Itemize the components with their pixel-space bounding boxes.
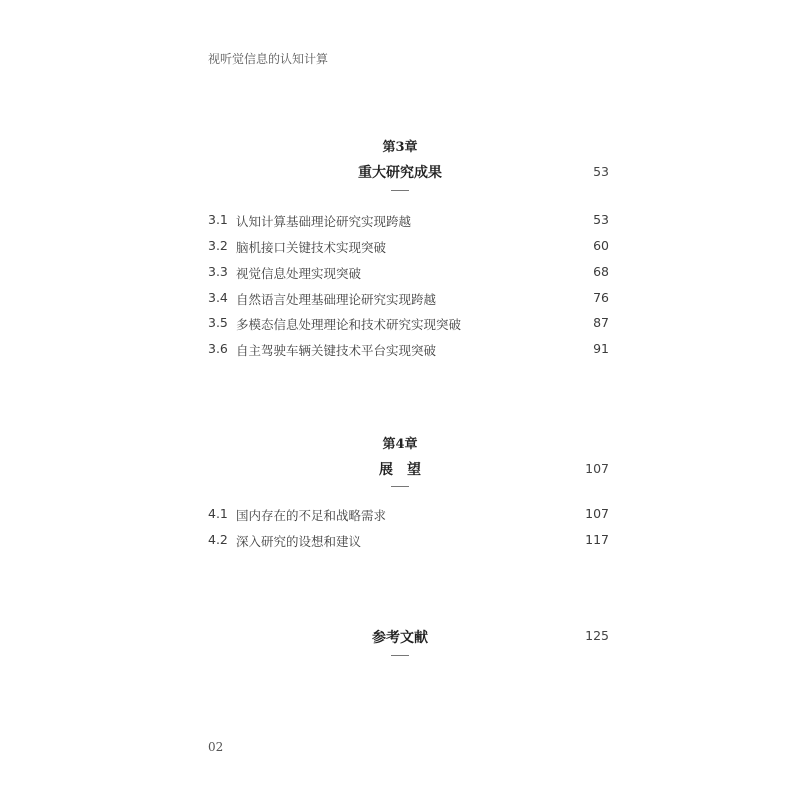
chapter-4-label: 第4章 bbox=[382, 437, 418, 452]
section-title: 脑机接口关键技术实现突破 bbox=[236, 240, 387, 255]
references-page: 125 bbox=[585, 628, 609, 643]
toc-entry-4-2[interactable] bbox=[208, 532, 609, 550]
section-page: 87 bbox=[593, 315, 609, 330]
section-title: 认知计算基础理论研究实现跨越 bbox=[236, 214, 412, 229]
section-number: 4.1 bbox=[208, 506, 228, 521]
chapter-4-page: 107 bbox=[585, 461, 609, 476]
section-page: 68 bbox=[593, 264, 609, 279]
section-title: 多模态信息处理理论和技术研究实现突破 bbox=[236, 317, 462, 332]
section-title: 视觉信息处理实现突破 bbox=[236, 266, 362, 281]
section-page: 91 bbox=[593, 341, 609, 356]
toc-entry-3-5[interactable] bbox=[208, 315, 609, 333]
section-number: 4.2 bbox=[208, 532, 228, 547]
section-title: 深入研究的设想和建议 bbox=[236, 534, 362, 549]
section-page: 107 bbox=[585, 506, 609, 521]
toc-entry-3-4[interactable] bbox=[208, 290, 609, 308]
section-title: 国内存在的不足和战略需求 bbox=[236, 508, 387, 523]
section-page: 117 bbox=[585, 532, 609, 547]
toc-entry-3-1[interactable] bbox=[208, 212, 609, 230]
toc-entry-3-3[interactable] bbox=[208, 264, 609, 282]
chapter-3-page: 53 bbox=[593, 164, 609, 179]
section-number: 3.3 bbox=[208, 264, 228, 279]
section-page: 76 bbox=[593, 290, 609, 305]
toc-entry-3-6[interactable] bbox=[208, 341, 609, 359]
section-title: 自主驾驶车辆关键技术平台实现突破 bbox=[236, 343, 437, 358]
section-number: 3.2 bbox=[208, 238, 228, 253]
page-number: 02 bbox=[208, 740, 224, 754]
section-title: 自然语言处理基础理论研究实现跨越 bbox=[236, 292, 437, 307]
section-page: 60 bbox=[593, 238, 609, 253]
section-number: 3.5 bbox=[208, 315, 228, 330]
references-title[interactable]: 参考文献 bbox=[372, 630, 428, 646]
section-number: 3.1 bbox=[208, 212, 228, 227]
chapter-3-divider bbox=[391, 190, 409, 191]
references-divider bbox=[391, 655, 409, 656]
chapter-3-title[interactable]: 重大研究成果 bbox=[358, 165, 442, 181]
toc-entry-4-1[interactable] bbox=[208, 506, 609, 524]
section-page: 53 bbox=[593, 212, 609, 227]
chapter-3-label: 第3章 bbox=[382, 140, 418, 155]
section-number: 3.6 bbox=[208, 341, 228, 356]
chapter-4-title[interactable]: 展 望 bbox=[379, 462, 421, 478]
section-number: 3.4 bbox=[208, 290, 228, 305]
toc-entry-3-2[interactable] bbox=[208, 238, 609, 256]
chapter-4-divider bbox=[391, 486, 409, 487]
running-header: 视听觉信息的认知计算 bbox=[208, 52, 329, 66]
